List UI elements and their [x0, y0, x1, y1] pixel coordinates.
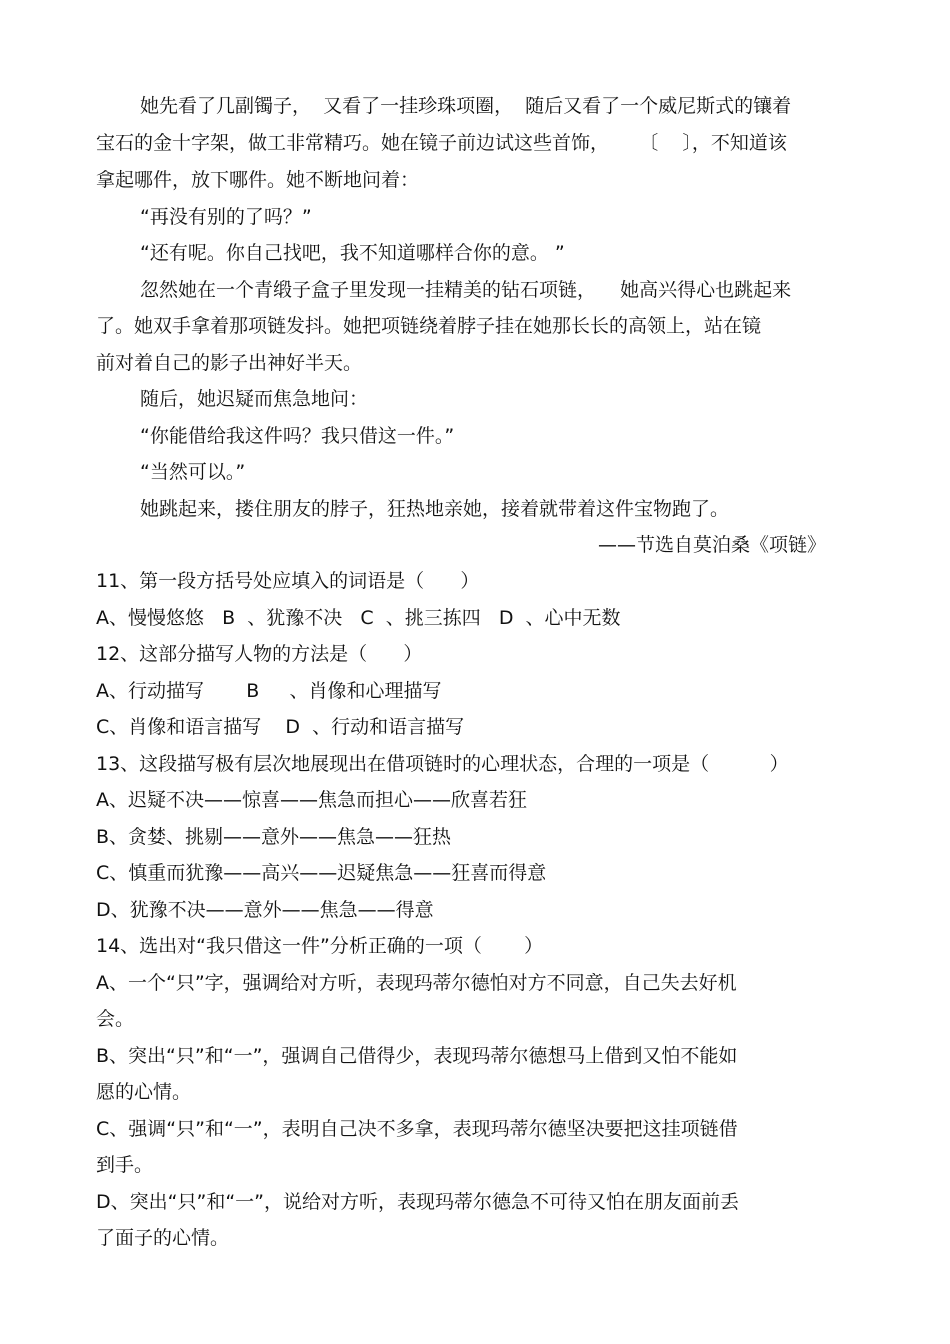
question-option: C、强调“只”和“一”，表明自己决不多拿，表现玛蒂尔德坚决要把这挂项链借	[96, 1118, 738, 1140]
passage-line: “还有呢。你自己找吧，我不知道哪样合你的意。 ”	[140, 242, 565, 264]
passage-line: 拿起哪件，放下哪件。她不断地问着：	[96, 169, 420, 191]
question-option: A、行动描写 B 、肖像和心理描写	[96, 680, 442, 702]
question-option: 会。	[96, 1008, 135, 1030]
passage-line: 前对着自己的影子出神好半天。	[96, 352, 363, 374]
passage-line: 她先看了几副镯子， 又看了一挂珍珠项圈， 随后又看了一个威尼斯式的镶着	[140, 95, 792, 117]
question-stem: 11、第一段方括号处应填入的词语是（ ）	[96, 570, 480, 592]
passage-line: “再没有别的了吗？”	[140, 206, 312, 228]
question-stem: 13、这段描写极有层次地展现出在借项链时的心理状态，合理的一项是（ ）	[96, 753, 789, 775]
question-option: A、迟疑不决——惊喜——焦急而担心——欣喜若狂	[96, 789, 527, 811]
question-option: B、贪婪、挑剔——意外——焦急——狂热	[96, 826, 452, 848]
passage-line: 忽然她在一个青缎子盒子里发现一挂精美的钻石项链， 她高兴得心也跳起来	[140, 279, 792, 301]
question-option: 了面子的心情。	[96, 1227, 230, 1249]
passage-line: 她跳起来，搂住朋友的脖子，狂热地亲她，接着就带着这件宝物跑了。	[140, 498, 730, 520]
question-stem: 14、选出对“我只借这一件”分析正确的一项（ ）	[96, 935, 544, 957]
question-option: A、一个“只”字，强调给对方听，表现玛蒂尔德怕对方不同意，自己失去好机	[96, 972, 737, 994]
passage-line: “你能借给我这件吗？我只借这一件。”	[140, 425, 455, 447]
question-option: C、肖像和语言描写 D 、行动和语言描写	[96, 716, 465, 738]
passage-line: 了。她双手拿着那项链发抖。她把项链绕着脖子挂在她那长长的高领上，站在镜	[96, 315, 762, 337]
question-option: 到手。	[96, 1154, 154, 1176]
question-option: B、突出“只”和“一”，强调自己借得少，表现玛蒂尔德想马上借到又怕不能如	[96, 1045, 738, 1067]
question-stem: 12、这部分描写人物的方法是（ ）	[96, 643, 423, 665]
question-option: C、慎重而犹豫——高兴——迟疑焦急——狂喜而得意	[96, 862, 547, 884]
passage-line: 宝石的金十字架，做工非常精巧。她在镜子前边试这些首饰， 〔 〕，不知道该	[96, 132, 787, 154]
passage-source: ——节选自莫泊桑《项链》	[598, 534, 827, 556]
question-option: A、慢慢悠悠 B 、犹豫不决 C 、挑三拣四 D 、心中无数	[96, 607, 621, 629]
question-option: D、犹豫不决——意外——焦急——得意	[96, 899, 434, 921]
question-option: D、突出“只”和“一”，说给对方听，表现玛蒂尔德急不可待又怕在朋友面前丢	[96, 1191, 740, 1213]
passage-line: 随后，她迟疑而焦急地问：	[140, 388, 369, 410]
question-option: 愿的心情。	[96, 1081, 192, 1103]
passage-line: “当然可以。”	[140, 461, 246, 483]
